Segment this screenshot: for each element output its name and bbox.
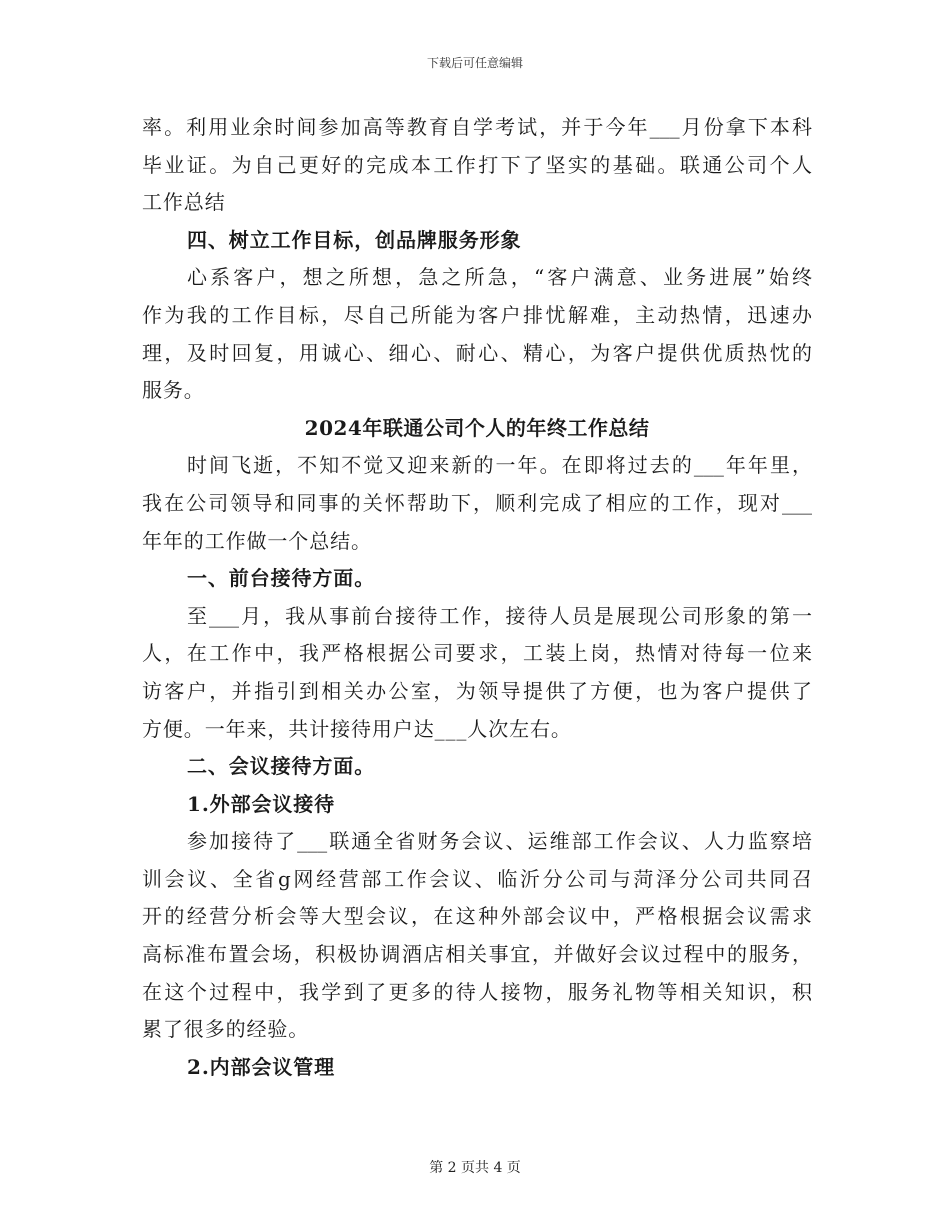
subsection-heading: 1.外部会议接待 [187, 791, 336, 816]
text-line: 服务。 [142, 378, 205, 403]
page-header: 下载后可任意编辑 [426, 56, 523, 70]
text-line: 理，及时回复，用诚心、细心、耐心、精心，为客户提供优质热忱的 [142, 340, 812, 365]
text-line: 参加接待了___联通全省财务会议、运维部工作会议、人力监察培 [187, 829, 812, 854]
text-line: 时间飞逝，不知不觉又迎来新的一年。在即将过去的___年年里， [187, 453, 812, 478]
text-line: 开的经营分析会等大型会议，在这种外部会议中，严格根据会议需求 [142, 904, 812, 929]
text-line: 毕业证。为自己更好的完成本工作打下了坚实的基础。联通公司个人 [142, 152, 812, 177]
text-line: 工作总结 [142, 190, 226, 215]
text-line: 率。利用业余时间参加高等教育自学考试，并于今年___月份拿下本科 [142, 115, 812, 139]
text-line: 年年的工作做一个总结。 [142, 528, 372, 553]
section-heading: 二、会议接待方面。 [187, 754, 376, 779]
text-line: 训会议、全省g网经营部工作会议、临沂分公司与菏泽分公司共同召 [142, 866, 812, 891]
text-line: 人，在工作中，我严格根据公司要求，工装上岗，热情对待每一位来 [142, 641, 812, 666]
text-line: 心系客户，想之所想，急之所急，“客户满意、业务进展”始终 [187, 265, 812, 290]
text-line: 在这个过程中，我学到了更多的待人接物，服务礼物等相关知识，积 [142, 979, 812, 1004]
text-line: 我在公司领导和同事的关怀帮助下，顺利完成了相应的工作，现对___ [142, 490, 812, 515]
text-line: 至___月，我从事前台接待工作，接待人员是展现公司形象的第一 [187, 603, 812, 628]
text-line: 累了很多的经验。 [142, 1017, 310, 1042]
page-footer: 第 2 页共 4 页 [429, 1160, 521, 1176]
section-heading: 四、树立工作目标，创品牌服务形象 [187, 227, 522, 252]
document-title: 2024年联通公司个人的年终工作总结 [304, 415, 650, 440]
subsection-heading: 2.内部会议管理 [187, 1054, 336, 1079]
section-heading: 一、前台接待方面。 [187, 566, 376, 591]
text-line: 访客户，并指引到相关办公室，为领导提供了方便，也为客户提供了 [142, 678, 812, 703]
text-line: 方便。一年来，共计接待用户达___人次左右。 [142, 716, 572, 741]
document-body [142, 109, 812, 1086]
text-line: 高标准布置会场，积极协调酒店相关事宜，并做好会议过程中的服务， [142, 942, 812, 967]
text-line: 作为我的工作目标，尽自己所能为客户排忧解难，主动热情，迅速办 [142, 302, 812, 327]
